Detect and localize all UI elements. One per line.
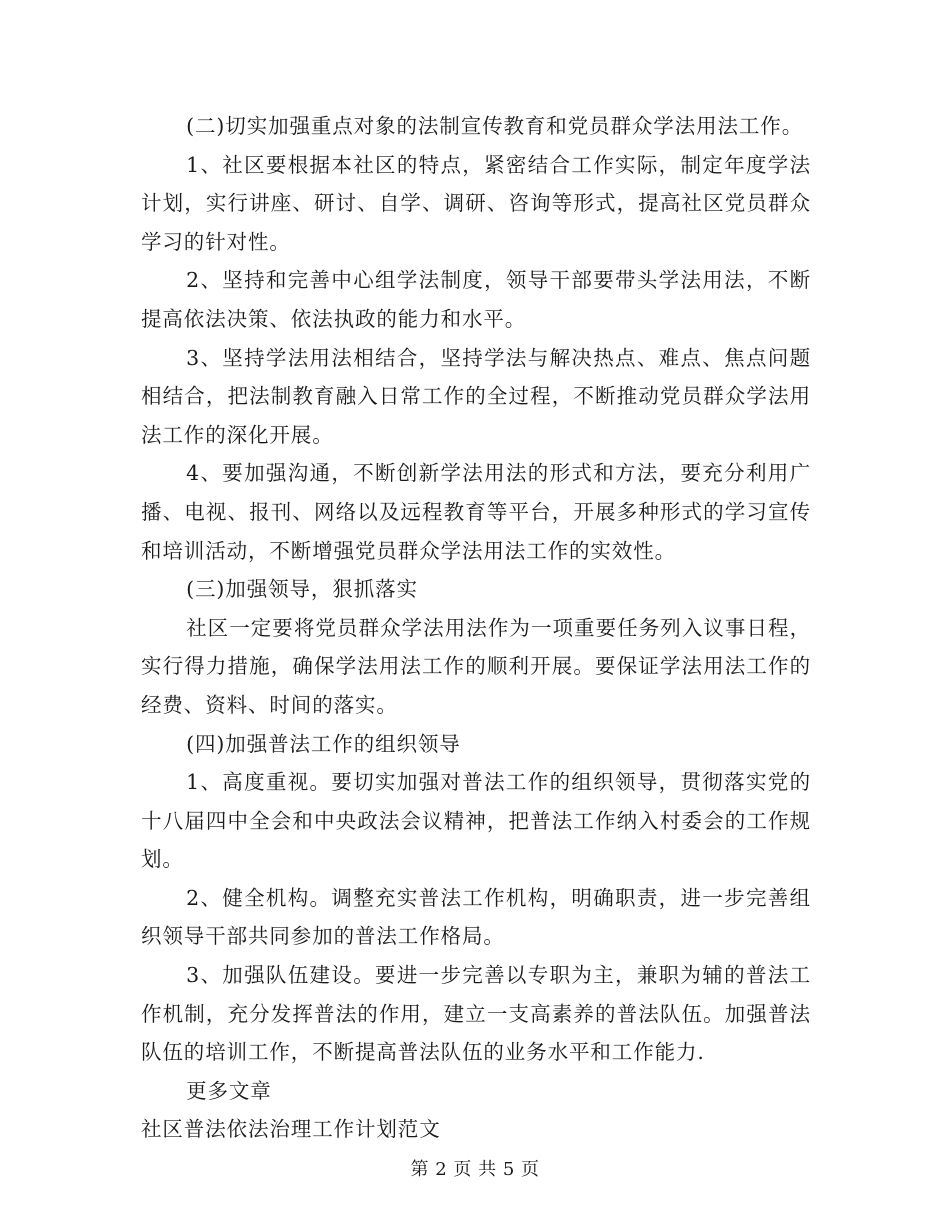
related-article-link[interactable]: 社区普法依法治理工作计划范文 <box>141 1117 441 1142</box>
page-number: 第 2 页 共 5 页 <box>410 1159 540 1180</box>
paragraph-item-team: 3、加强队伍建设。要进一步完善以专职为主，兼职为辅的普法工作机制，充分发挥普法的作用，建立一支高素养的普法队伍。加强普法队伍的培训工作，不断提高普法队伍的业务水平和工作能力. <box>141 963 811 1065</box>
paragraph-item-1: 1、社区要根据本社区的特点，紧密结合工作实际，制定年度学法计划，实行讲座、研讨、自学、调研、咨询等形式，提高社区党员群众学习的针对性。 <box>141 152 811 254</box>
paragraph-item-attention: 1、高度重视。要切实加强对普法工作的组织领导，贯彻落实党的十八届四中全会和中央政法会议精神，把普法工作纳入村委会的工作规划。 <box>141 770 811 872</box>
page-footer <box>0 1155 950 1181</box>
paragraph-leadership: 社区一定要将党员群众学法用法作为一项重要任务列入议事日程，实行得力措施，确保学法用法工作的顺利开展。要保证学法用法工作的经费、资料、时间的落实。 <box>141 615 811 717</box>
section-heading-4: (四)加强普法工作的组织领导 <box>186 731 461 756</box>
paragraph-item-3: 3、坚持学法用法相结合，坚持学法与解决热点、难点、焦点问题相结合，把法制教育融入日常工作的全过程，不断推动党员群众学法用法工作的深化开展。 <box>141 345 811 447</box>
paragraph-item-organization: 2、健全机构。调整充实普法工作机构，明确职责，进一步完善组织领导干部共同参加的普法工作格局。 <box>141 885 811 949</box>
paragraph-item-4: 4、要加强沟通，不断创新学法用法的形式和方法，要充分利用广播、电视、报刊、网络以及远程教育等平台，开展多种形式的学习宣传和培训活动，不断增强党员群众学法用法工作的实效性。 <box>141 461 811 563</box>
more-articles-label: 更多文章 <box>186 1078 272 1103</box>
document-body <box>141 107 811 1149</box>
paragraph-item-2: 2、坚持和完善中心组学法制度，领导干部要带头学法用法，不断提高依法决策、依法执政的能力和水平。 <box>141 268 811 331</box>
section-heading-2: (二)切实加强重点对象的法制宣传教育和党员群众学法用法工作。 <box>186 114 804 138</box>
section-heading-3: (三)加强领导，狠抓落实 <box>186 577 418 602</box>
